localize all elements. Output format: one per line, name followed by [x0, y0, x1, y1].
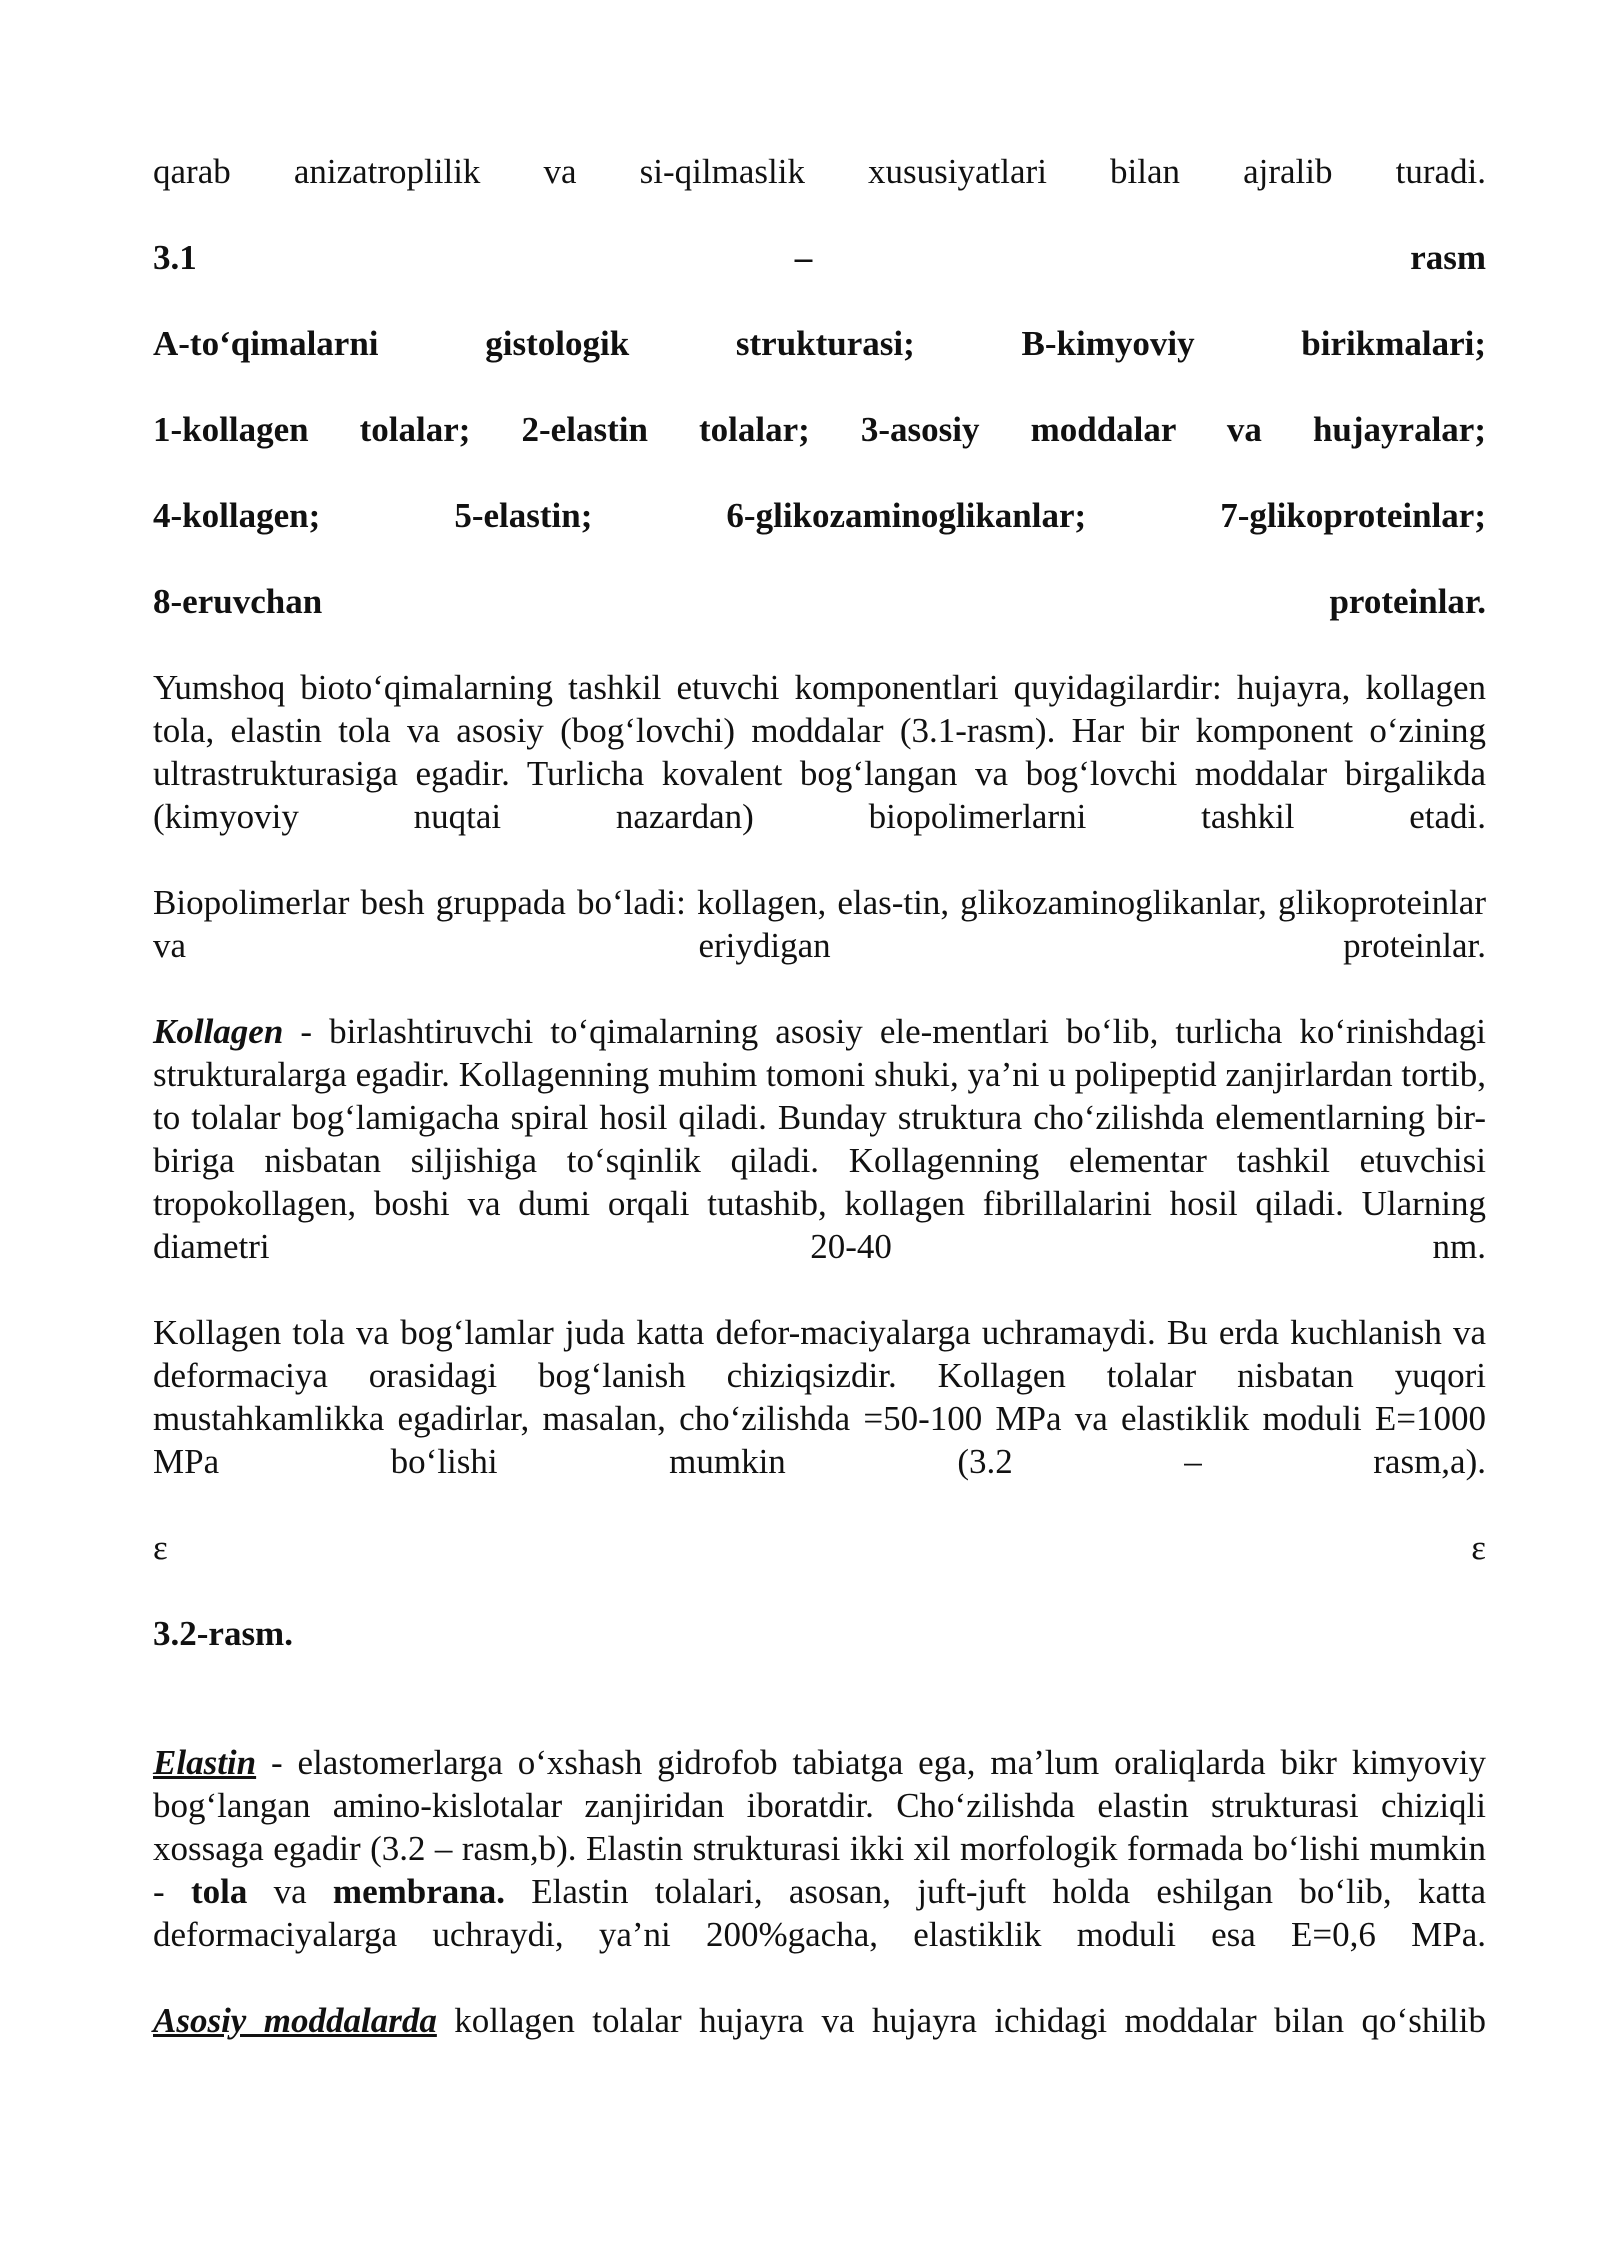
figure-3-1-caption-line-c: 4-kollagen; 5-elastin; 6-glikozaminoglikanlar; 7-glikoproteinlar;: [153, 496, 1486, 535]
figure-3-1-caption-line-b: 1-kollagen tolalar; 2-elastin tolalar; 3-asosiy moddalar va hujayralar;: [153, 410, 1486, 449]
figure-word: rasm: [1410, 238, 1486, 277]
ground-substance-paragraph: [153, 1999, 1486, 2042]
collagen-fibers-paragraph: Kollagen tola va bog‘lamlar juda katta defor-maciyalarga uchramaydi. Bu erda kuchlanish va deformaciya orasidagi bog‘lanish chiziqsizdir. Kollagen tolalar nisbatan yuqori mustahkamlikka egadirlar, masalan, cho‘zilishda =50-100 MPa va elastiklik moduli E=1000 MPa bo‘lishi mumkin (3.2 – rasm,a).: [153, 1313, 1486, 1481]
epsilon-right: ε: [1471, 1528, 1486, 1567]
document-page: [153, 150, 1486, 2042]
collagen-paragraph: [153, 1010, 1486, 1268]
elastin-term: Elastin: [153, 1743, 257, 1782]
elastin-bold-membrana: membrana.: [332, 1872, 505, 1911]
figure-3-1-heading: [153, 236, 1486, 279]
elastin-text-3: Elastin tolalari, asosan, juft-juft holda eshilgan bo‘lib, katta deformaciyalarga uchraydi, ya’ni 200%gacha, elastiklik moduli esa E=0,6 MPa.: [153, 1872, 1486, 1954]
components-paragraph: Yumshoq bioto‘qimalarning tashkil etuvchi komponentlari quyidagilardir: hujayra, kollagen tola, elastin tola va asosiy (bog‘lovchi) moddalar (3.1-rasm). Har bir komponent o‘zining ultrastrukturasiga egadir. Turlicha kovalent bog‘langan va bog‘lovchi moddalar birgalikda (kimyoviy nuqtai nazardan) biopolimerlarni tashkil etadi.: [153, 668, 1486, 836]
ground-substance-term: Asosiy moddalarda: [153, 2001, 437, 2040]
elastin-bold-tola: tola: [190, 1872, 248, 1911]
intro-paragraph: qarab anizatroplilik va si-qilmaslik xususiyatlari bilan ajralib turadi.: [153, 152, 1486, 191]
figure-3-1-caption-line-d: 8-eruvchan proteinlar.: [153, 582, 1486, 621]
elastin-text-2: va: [247, 1872, 333, 1911]
figure-3-2-caption: 3.2-rasm.: [153, 1614, 293, 1653]
figure-3-1-caption-line-a: A-to‘qimalarni gistologik strukturasi; B-kimyoviy birikmalari;: [153, 324, 1486, 363]
ground-substance-text: kollagen tolalar hujayra va hujayra ichidagi moddalar bilan qo‘shilib: [436, 2001, 1486, 2040]
figure-number: 3.1: [153, 238, 197, 277]
epsilon-left: ε: [153, 1528, 168, 1567]
epsilon-row: [153, 1526, 1486, 1569]
elastin-paragraph: [153, 1741, 1486, 1956]
collagen-text: - birlashtiruvchi to‘qimalarning asosiy ele-mentlari bo‘lib, turlicha ko‘rinishdagi strukturalarga egadir. Kollagenning muhim tomoni shuki, ya’ni u polipeptid zanjirlardan tortib, to tolalar bog‘lamigacha spiral hosil qiladi. Bunday struktura cho‘zilishda elementlarning bir-biriga nisbatan siljishiga to‘sqinlik qiladi. Kollagenning elementar tashkil etuvchisi tropokollagen, boshi va dumi orqali tutashib, kollagen fibrillalarini hosil qiladi. Ularning diametri 20-40 nm.: [153, 1012, 1486, 1266]
figure-dash: –: [794, 238, 813, 277]
biopolymers-paragraph: Biopolimerlar besh gruppada bo‘ladi: kollagen, elas-tin, glikozaminoglikanlar, glikoproteinlar va eriydigan proteinlar.: [153, 883, 1486, 965]
elastin-text-1: - elastomerlarga o‘xshash gidrofob tabiatga ega, ma’lum oraliqlarda bikr kimyoviy bog‘langan amino-kislotalar zanjiridan iboratdir. Cho‘zilishda elastin strukturasi chiziqli xossaga egadir (3.2 – rasm,b). Elastin strukturasi ikki xil morfologik formada bo‘lishi mumkin -: [153, 1743, 1486, 1911]
collagen-term: Kollagen: [153, 1012, 284, 1051]
